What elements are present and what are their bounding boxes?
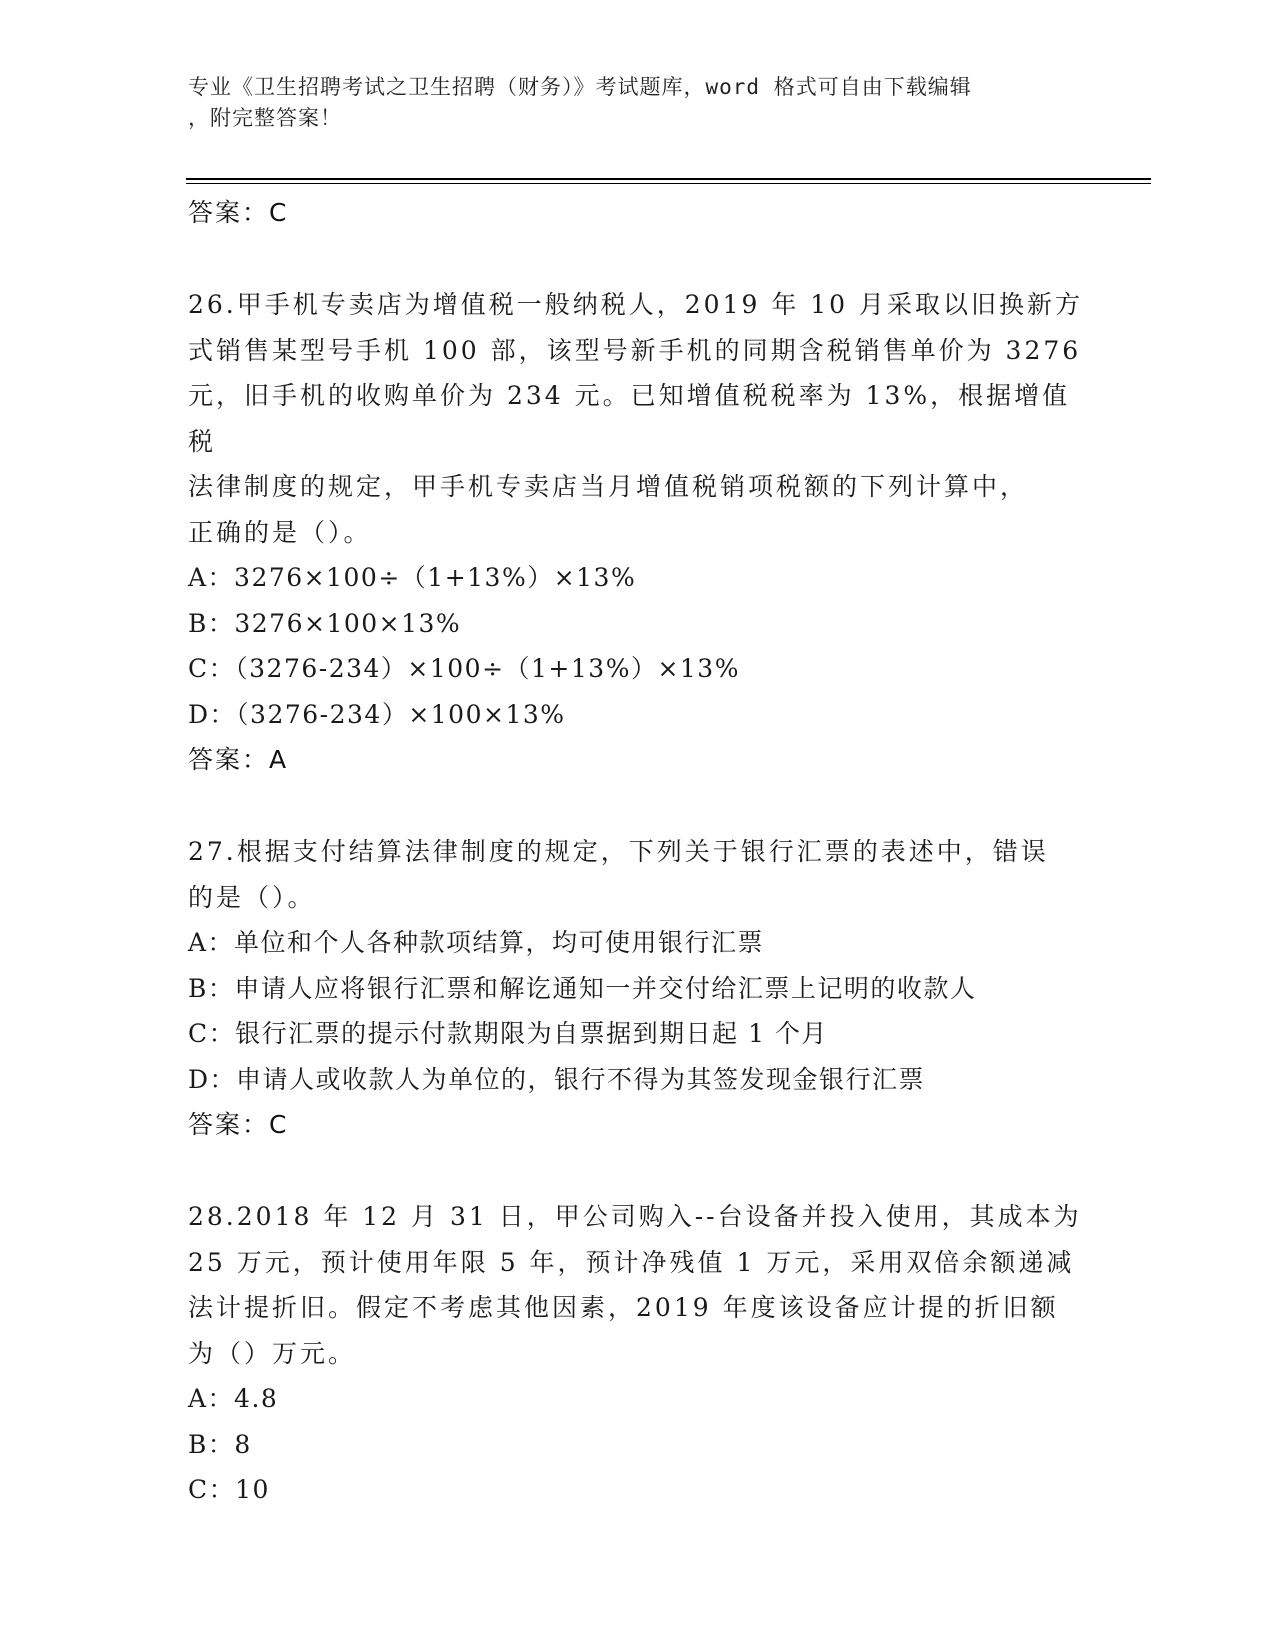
document-header bbox=[188, 72, 1068, 134]
option-a: A：单位和个人各种款项结算，均可使用银行汇票 bbox=[188, 928, 765, 957]
question-28 bbox=[188, 1194, 1088, 1513]
option-a: A：3276×100÷（1+13%）×13% bbox=[188, 563, 637, 592]
question-stem-line: 为（）万元。 bbox=[188, 1338, 357, 1368]
option-c: C：（3276-234）×100÷（1+13%）×13% bbox=[188, 654, 740, 683]
option-c: C：银行汇票的提示付款期限为自票据到期日起 1 个月 bbox=[188, 1019, 828, 1048]
option-d: D：（3276-234）×100×13% bbox=[188, 699, 566, 729]
question-stem-line: 式销售某型号手机 100 部，该型号新手机的同期含税销售单价为 3276 bbox=[188, 335, 1082, 365]
question-stem-line: 正确的是（）。 bbox=[188, 517, 372, 547]
question-stem-line: 法律制度的规定，甲手机专卖店当月增值税销项税额的下列计算中， bbox=[188, 472, 1029, 501]
header-rule-thin bbox=[186, 183, 1151, 184]
header-line-2: ，附完整答案！ bbox=[188, 106, 342, 130]
option-b: B：申请人应将银行汇票和解讫通知一并交付给汇票上记明的收款人 bbox=[188, 973, 977, 1003]
header-rule-thick bbox=[186, 178, 1151, 180]
question-stem-line: 25 万元，预计使用年限 5 年，预计净残值 1 万元，采用双倍余额递减 bbox=[188, 1247, 1075, 1277]
header-line-1: 专业《卫生招聘考试之卫生招聘（财务）》考试题库，word 格式可自由下载编辑 bbox=[188, 75, 972, 99]
question-stem-line: 26.甲手机专卖店为增值税一般纳税人，2019 年 10 月采取以旧换新方 bbox=[188, 290, 1084, 319]
question-stem-line: 元，旧手机的收购单价为 234 元。已知增值税税率为 13%，根据增值税 bbox=[188, 381, 1071, 456]
document-body bbox=[188, 190, 1088, 1513]
answer-line: 答案：C bbox=[188, 1110, 289, 1139]
option-a: A：4.8 bbox=[188, 1384, 279, 1413]
question-stem-line: 28.2018 年 12 月 31 日，甲公司购入--台设备并投入使用，其成本为 bbox=[188, 1202, 1082, 1231]
option-d: D：申请人或收款人为单位的，银行不得为其签发现金银行汇票 bbox=[188, 1064, 926, 1094]
answer-line: 答案：C bbox=[188, 198, 289, 227]
question-26 bbox=[188, 282, 1088, 783]
question-stem-line: 27.根据支付结算法律制度的规定，下列关于银行汇票的表述中，错误 bbox=[188, 837, 1049, 866]
question-stem-line: 法计提折旧。假定不考虑其他因素，2019 年度该设备应计提的折旧额 bbox=[188, 1293, 1059, 1322]
option-b: B：3276×100×13% bbox=[188, 608, 462, 638]
question-stem-line: 的是（）。 bbox=[188, 882, 316, 912]
option-b: B：8 bbox=[188, 1429, 252, 1459]
question-27 bbox=[188, 829, 1088, 1148]
option-c: C：10 bbox=[188, 1475, 270, 1504]
answer-line: 答案：A bbox=[188, 745, 289, 774]
